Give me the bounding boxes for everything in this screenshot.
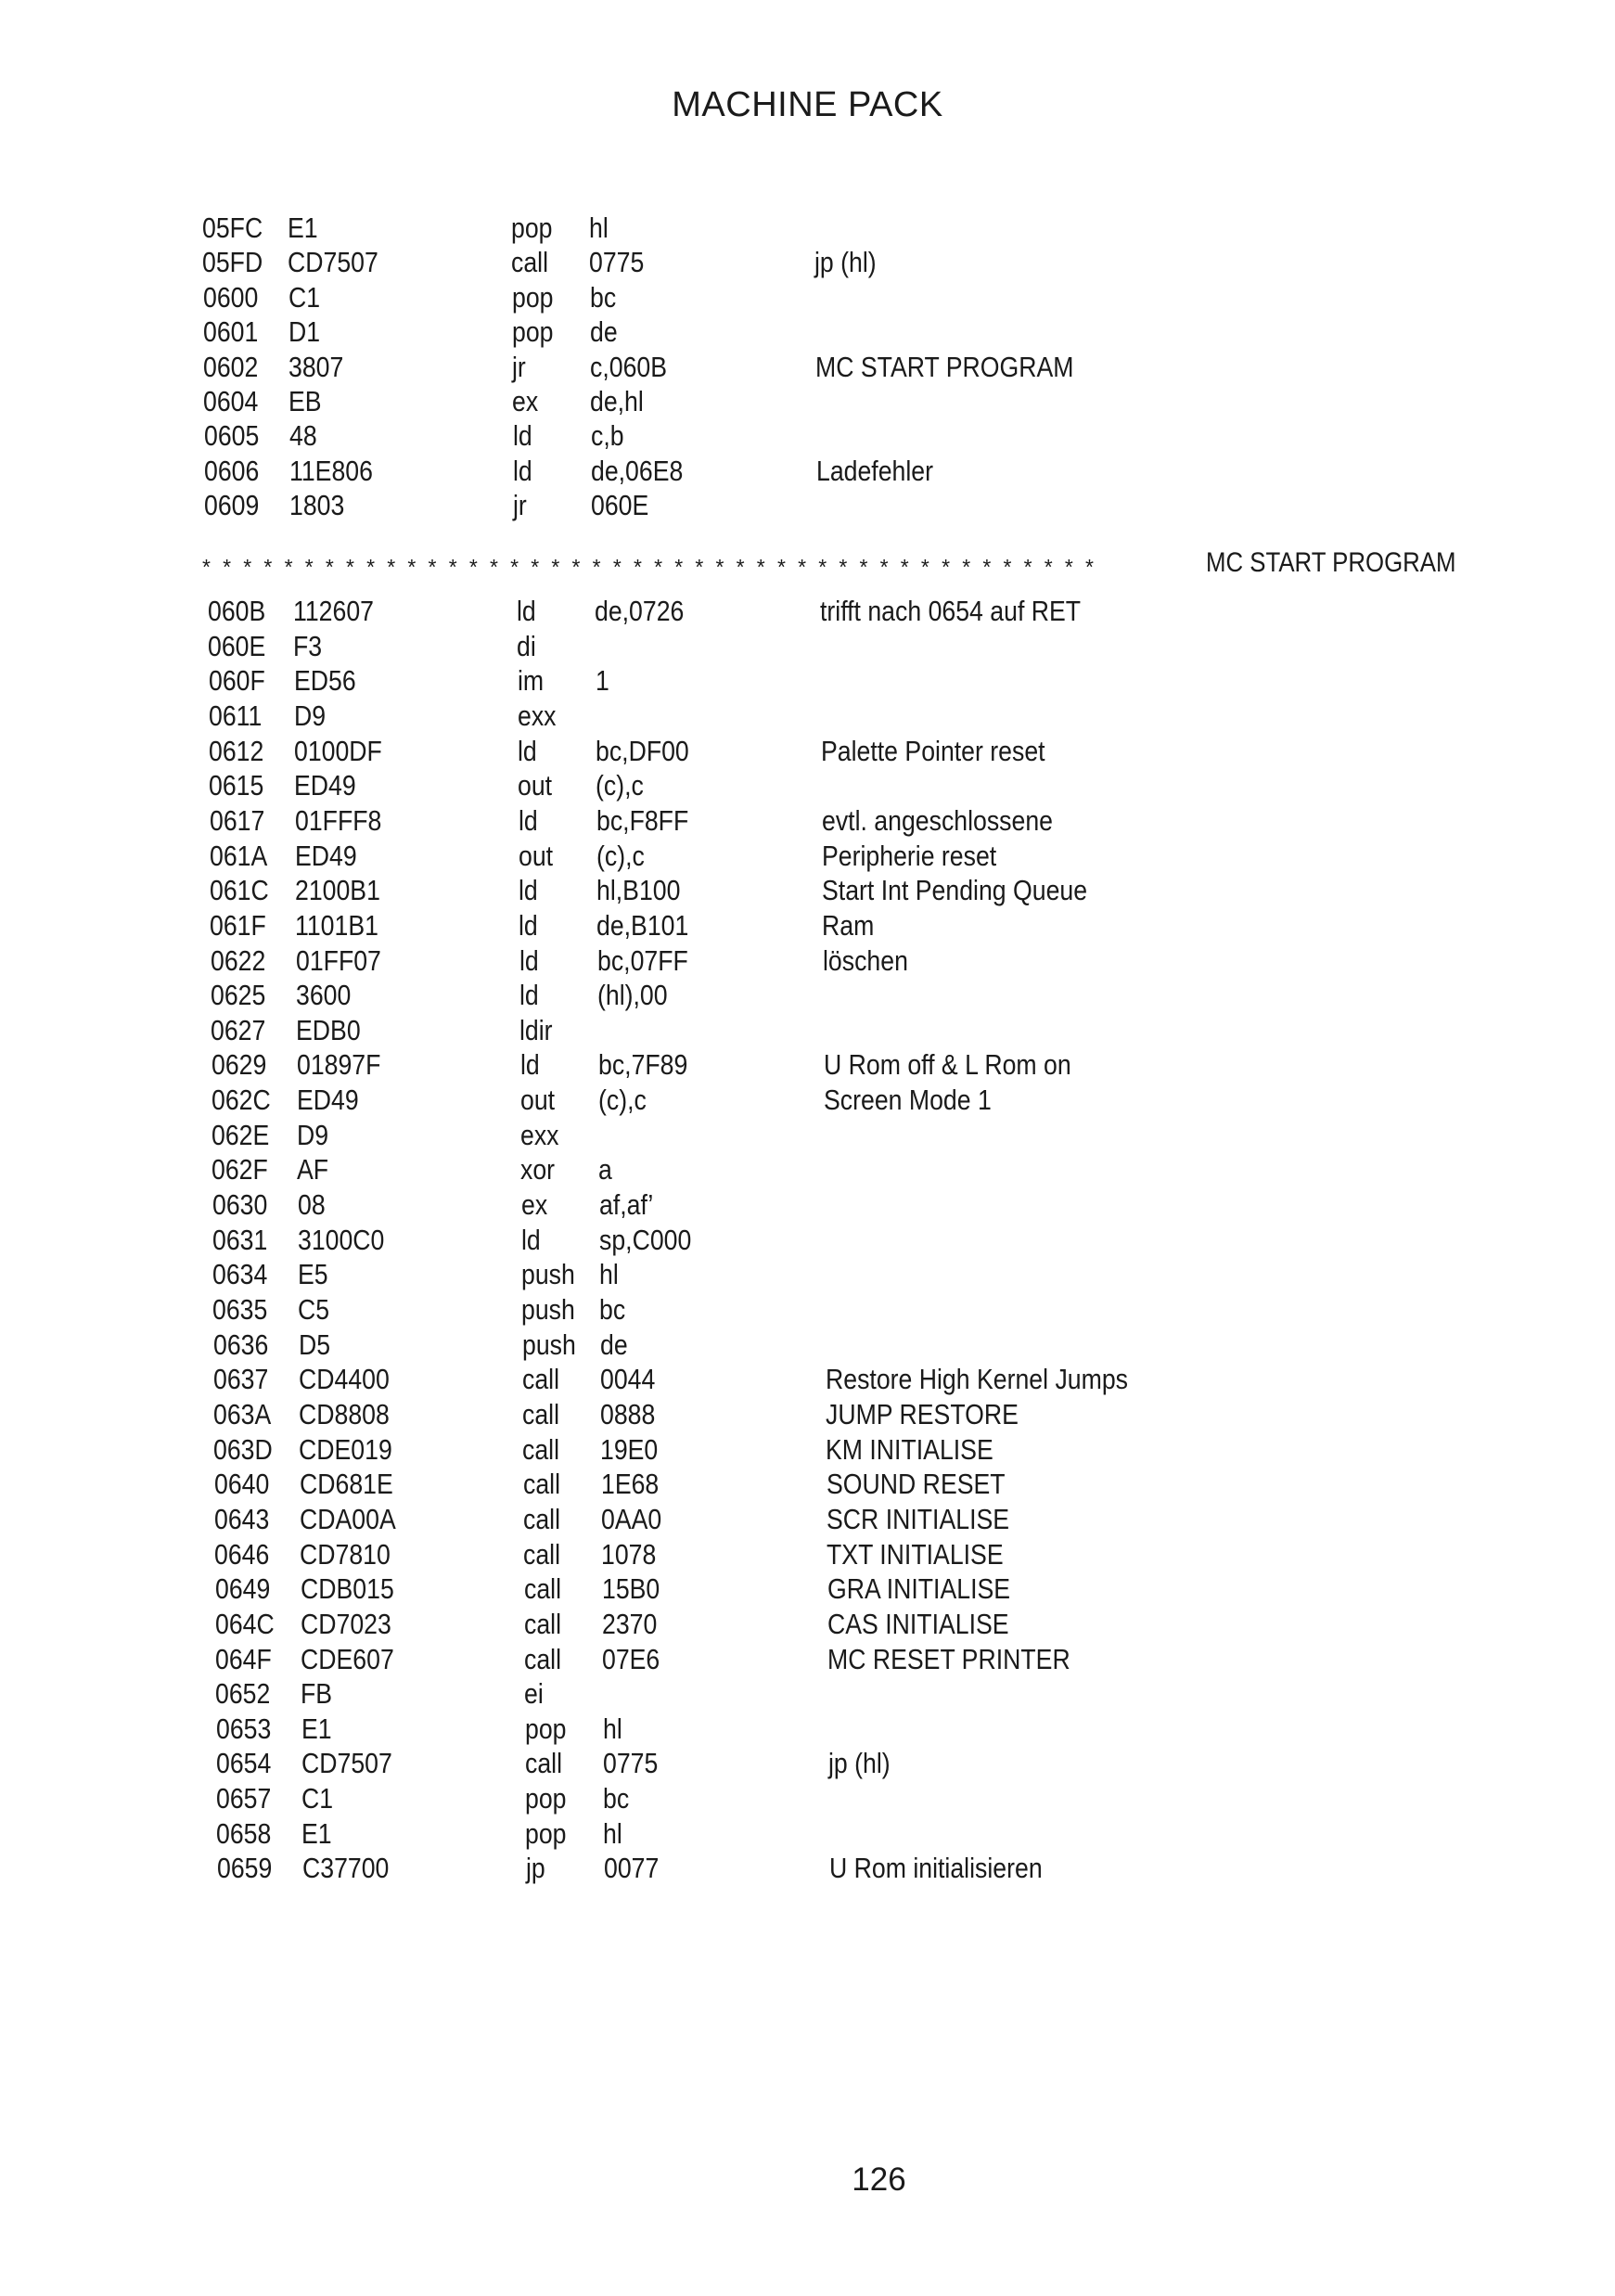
comment-cell: evtl. angeschlossene [821,803,1053,837]
opcode-bytes-cell: CD7810 [300,1537,391,1571]
opcode-bytes-cell: ED49 [294,769,357,802]
operand-cell: 0AA0 [601,1502,662,1535]
mnemonic-cell: ld [519,908,539,942]
mnemonic-cell: call [523,1537,561,1571]
operand-cell: af,af’ [598,1188,653,1222]
comment-cell: Screen Mode 1 [823,1084,992,1117]
address-cell: 0600 [202,280,258,314]
comment-cell: CAS INITIALISE [827,1607,1009,1640]
operand-cell: hl [602,1712,622,1745]
address-cell: 0630 [211,1188,267,1222]
opcode-bytes-cell: CD4400 [298,1363,390,1396]
mnemonic-cell: ex [520,1188,547,1222]
operand-cell: hl [599,1258,619,1291]
opcode-bytes-cell: ED56 [293,664,356,698]
mnemonic-cell: ld [517,595,536,627]
page-title: MACHINE PACK [672,85,943,124]
address-cell: 063D [213,1432,274,1466]
address-cell: 0606 [203,454,260,487]
address-cell: 0653 [215,1712,271,1745]
opcode-bytes-cell: CDB015 [300,1572,394,1606]
comment-cell: U Rom off & L Rom on [823,1048,1071,1082]
address-cell: 0643 [214,1502,270,1535]
mnemonic-cell: ld [519,874,538,907]
opcode-bytes-cell: EB [288,385,322,417]
address-cell: 0652 [215,1677,271,1711]
opcode-bytes-cell: CD7507 [301,1747,392,1780]
mnemonic-cell: exx [517,699,557,732]
address-cell: 0654 [215,1747,272,1780]
mnemonic-cell: ld [519,979,539,1012]
mnemonic-cell: push [521,1328,576,1361]
comment-cell: Ladefehler [815,454,933,487]
operand-cell: bc,DF00 [596,734,689,767]
opcode-bytes-cell: 112607 [293,595,374,627]
opcode-bytes-cell: CDE019 [299,1432,393,1466]
opcode-bytes-cell: E5 [298,1258,328,1291]
opcode-bytes-cell: CD7023 [300,1607,391,1640]
opcode-bytes-cell: EDB0 [296,1013,361,1046]
operand-cell: de [589,315,618,349]
comment-cell: MC START PROGRAM [815,350,1074,383]
comment-cell: Start Int Pending Queue [822,874,1088,907]
comment-cell: SOUND RESET [826,1468,1006,1501]
mnemonic-cell: ex [512,385,539,417]
comment-cell: MC RESET PRINTER [827,1642,1070,1675]
operand-cell: 0888 [600,1397,656,1430]
address-cell: 060E [208,629,266,662]
comment-cell: SCR INITIALISE [827,1502,1010,1535]
address-cell: 064C [214,1607,275,1640]
address-cell: 063A [213,1397,272,1430]
opcode-bytes-cell: 11E806 [288,454,373,487]
mnemonic-cell: ei [524,1677,545,1711]
address-cell: 0604 [203,385,259,417]
mnemonic-cell: xor [520,1153,556,1186]
address-cell: 0631 [211,1223,268,1256]
operand-cell: bc,07FF [596,943,688,977]
opcode-bytes-cell: 3100C0 [297,1223,385,1256]
mnemonic-cell: call [522,1468,560,1501]
mnemonic-cell: pop [511,212,553,244]
mnemonic-cell: call [523,1502,561,1535]
mnemonic-cell: pop [524,1712,567,1745]
address-cell: 0637 [212,1363,269,1396]
operand-cell: bc,7F89 [597,1048,687,1082]
opcode-bytes-cell: F3 [293,629,323,662]
address-cell: 061A [209,839,268,872]
operand-cell: 19E0 [600,1432,659,1466]
mnemonic-cell: call [523,1607,561,1640]
operand-cell: 2370 [601,1607,658,1640]
address-cell: 060F [208,664,265,698]
opcode-bytes-cell: AF [297,1153,329,1186]
operand-cell: a [598,1153,613,1186]
separator-stars: * * * * * * * * * * * * * * * * * * * * * * * * * * * * * * * * * * * * * * * * * * * * [202,555,1097,579]
opcode-bytes-cell: D9 [297,1118,329,1151]
mnemonic-cell: call [522,1397,560,1430]
address-cell: 0625 [210,979,266,1012]
mnemonic-cell: call [524,1642,562,1675]
opcode-bytes-cell: 1803 [289,489,345,522]
opcode-bytes-cell: C1 [288,280,320,314]
operand-cell: c,060B [590,350,668,383]
address-cell: 060B [208,595,266,627]
opcode-bytes-cell: CD7507 [288,246,379,279]
comment-cell: jp (hl) [814,246,877,279]
operand-cell: (c),c [596,769,645,802]
opcode-bytes-cell: 3807 [288,350,344,383]
mnemonic-cell: push [521,1258,575,1291]
comment-cell: Peripherie reset [821,839,997,872]
opcode-bytes-cell: ED49 [296,1084,359,1117]
opcode-bytes-cell: 08 [297,1188,326,1222]
operand-cell: 0775 [602,1747,659,1780]
address-cell: 0658 [216,1816,272,1850]
opcode-bytes-cell: 2100B1 [295,874,381,907]
operand-cell: 15B0 [601,1572,660,1606]
comment-cell: jp (hl) [827,1747,891,1780]
address-cell: 0640 [213,1468,270,1501]
address-cell: 0629 [211,1048,266,1082]
mnemonic-cell: pop [511,315,554,349]
address-cell: 0657 [216,1782,272,1815]
operand-cell: de,06E8 [590,454,684,487]
operand-cell: 1E68 [600,1468,660,1501]
mnemonic-cell: ld [518,803,538,837]
comment-cell: TXT INITIALISE [827,1537,1004,1571]
mnemonic-cell: di [517,629,537,662]
mnemonic-cell: pop [525,1782,567,1815]
mnemonic-cell: out [518,769,553,802]
address-cell: 0622 [210,943,266,977]
operand-cell: (c),c [597,1084,647,1117]
comment-cell: U Rom initialisieren [828,1852,1043,1885]
opcode-bytes-cell: CDA00A [300,1502,396,1535]
address-cell: 062C [211,1084,271,1117]
address-cell: 0615 [209,769,264,802]
opcode-bytes-cell: 01FF07 [295,943,381,977]
opcode-bytes-cell: 3600 [295,979,352,1012]
operand-cell: de,hl [590,385,645,417]
address-cell: 064F [215,1642,272,1675]
operand-cell: 060E [591,489,649,522]
opcode-bytes-cell: ED49 [294,839,357,872]
opcode-bytes-cell: 01897F [296,1048,380,1082]
mnemonic-cell: exx [520,1118,559,1151]
mnemonic-cell: jr [512,350,526,383]
address-cell: 0627 [211,1013,266,1046]
mnemonic-cell: ld [512,419,532,453]
mnemonic-cell: call [522,1432,560,1466]
address-cell: 0609 [204,489,260,522]
opcode-bytes-cell: FB [301,1677,333,1711]
address-cell: 061C [210,874,269,907]
opcode-bytes-cell: 01FFF8 [294,803,381,837]
operand-cell: (c),c [596,839,645,872]
opcode-bytes-cell: E1 [301,1816,333,1850]
address-cell: 05FC [202,212,263,244]
operand-cell: 07E6 [602,1642,660,1675]
comment-cell: Palette Pointer reset [821,734,1045,767]
address-cell: 0612 [209,734,264,767]
operand-cell: c,b [590,419,624,453]
mnemonic-cell: call [521,1363,559,1396]
comment-cell: GRA INITIALISE [827,1572,1010,1606]
page-number: 126 [852,2161,906,2198]
mnemonic-cell: call [524,1747,562,1780]
address-cell: 062F [211,1153,269,1186]
operand-cell: bc [589,280,616,314]
separator-label: MC START PROGRAM [1206,547,1456,578]
address-cell: 061F [210,908,267,942]
comment-cell: löschen [822,943,908,977]
mnemonic-cell: ld [519,943,539,977]
mnemonic-cell: jr [513,489,527,522]
operand-cell: hl,B100 [596,874,681,907]
mnemonic-cell: ld [518,734,537,767]
address-cell: 0659 [216,1852,273,1885]
opcode-bytes-cell: C1 [301,1782,334,1815]
address-cell: 0646 [214,1537,270,1571]
mnemonic-cell: ldir [519,1013,553,1046]
opcode-bytes-cell: D5 [298,1328,330,1361]
operand-cell: 1 [595,664,609,698]
mnemonic-cell: pop [511,280,553,314]
address-cell: 0636 [212,1328,268,1361]
mnemonic-cell: out [519,1084,555,1117]
opcode-bytes-cell: C37700 [301,1852,390,1885]
address-cell: 0634 [212,1258,268,1291]
address-cell: 0602 [203,350,259,383]
mnemonic-cell: call [523,1572,561,1606]
address-cell: 0649 [214,1572,270,1606]
opcode-bytes-cell: 1101B1 [295,908,379,942]
address-cell: 05FD [202,246,263,279]
mnemonic-cell: out [518,839,553,872]
address-cell: 0611 [208,699,263,732]
operand-cell: 0077 [603,1852,660,1885]
operand-cell: 0044 [599,1363,656,1396]
comment-cell: Restore High Kernel Jumps [825,1363,1128,1396]
mnemonic-cell: ld [519,1048,540,1082]
comment-cell: Ram [822,908,875,942]
operand-cell: de,B101 [596,908,689,942]
opcode-bytes-cell: CD681E [299,1468,393,1501]
opcode-bytes-cell: 0100DF [294,734,382,767]
comment-cell: trifft nach 0654 auf RET [820,595,1082,627]
opcode-bytes-cell: E1 [301,1712,332,1745]
operand-cell: sp,C000 [598,1223,692,1256]
opcode-bytes-cell: D9 [293,699,326,732]
mnemonic-cell: jp [525,1852,545,1885]
mnemonic-cell: call [511,246,549,279]
opcode-bytes-cell: D1 [288,315,320,349]
operand-cell: 0775 [589,246,645,279]
opcode-bytes-cell: CD8808 [299,1397,391,1430]
address-cell: 0617 [209,803,264,837]
comment-cell: JUMP RESTORE [826,1397,1019,1430]
operand-cell: 1078 [601,1537,657,1571]
operand-cell: bc,F8FF [596,803,688,837]
operand-cell: bc [603,1782,630,1815]
address-cell: 0601 [202,315,259,349]
operand-cell: de [599,1328,628,1361]
mnemonic-cell: im [517,664,544,698]
opcode-bytes-cell: C5 [298,1293,330,1326]
operand-cell: bc [599,1293,626,1326]
address-cell: 0605 [203,419,259,453]
opcode-bytes-cell: 48 [288,419,317,453]
opcode-bytes-cell: E1 [288,212,318,244]
operand-cell: hl [603,1816,623,1850]
operand-cell: hl [589,212,609,244]
opcode-bytes-cell: CDE607 [301,1642,394,1675]
address-cell: 0635 [212,1293,268,1326]
mnemonic-cell: pop [525,1816,567,1850]
operand-cell: (hl),00 [596,979,668,1012]
address-cell: 062E [211,1118,270,1151]
mnemonic-cell: ld [512,454,532,487]
operand-cell: de,0726 [595,595,685,627]
mnemonic-cell: ld [520,1223,541,1256]
mnemonic-cell: push [521,1293,576,1326]
comment-cell: KM INITIALISE [826,1432,994,1466]
